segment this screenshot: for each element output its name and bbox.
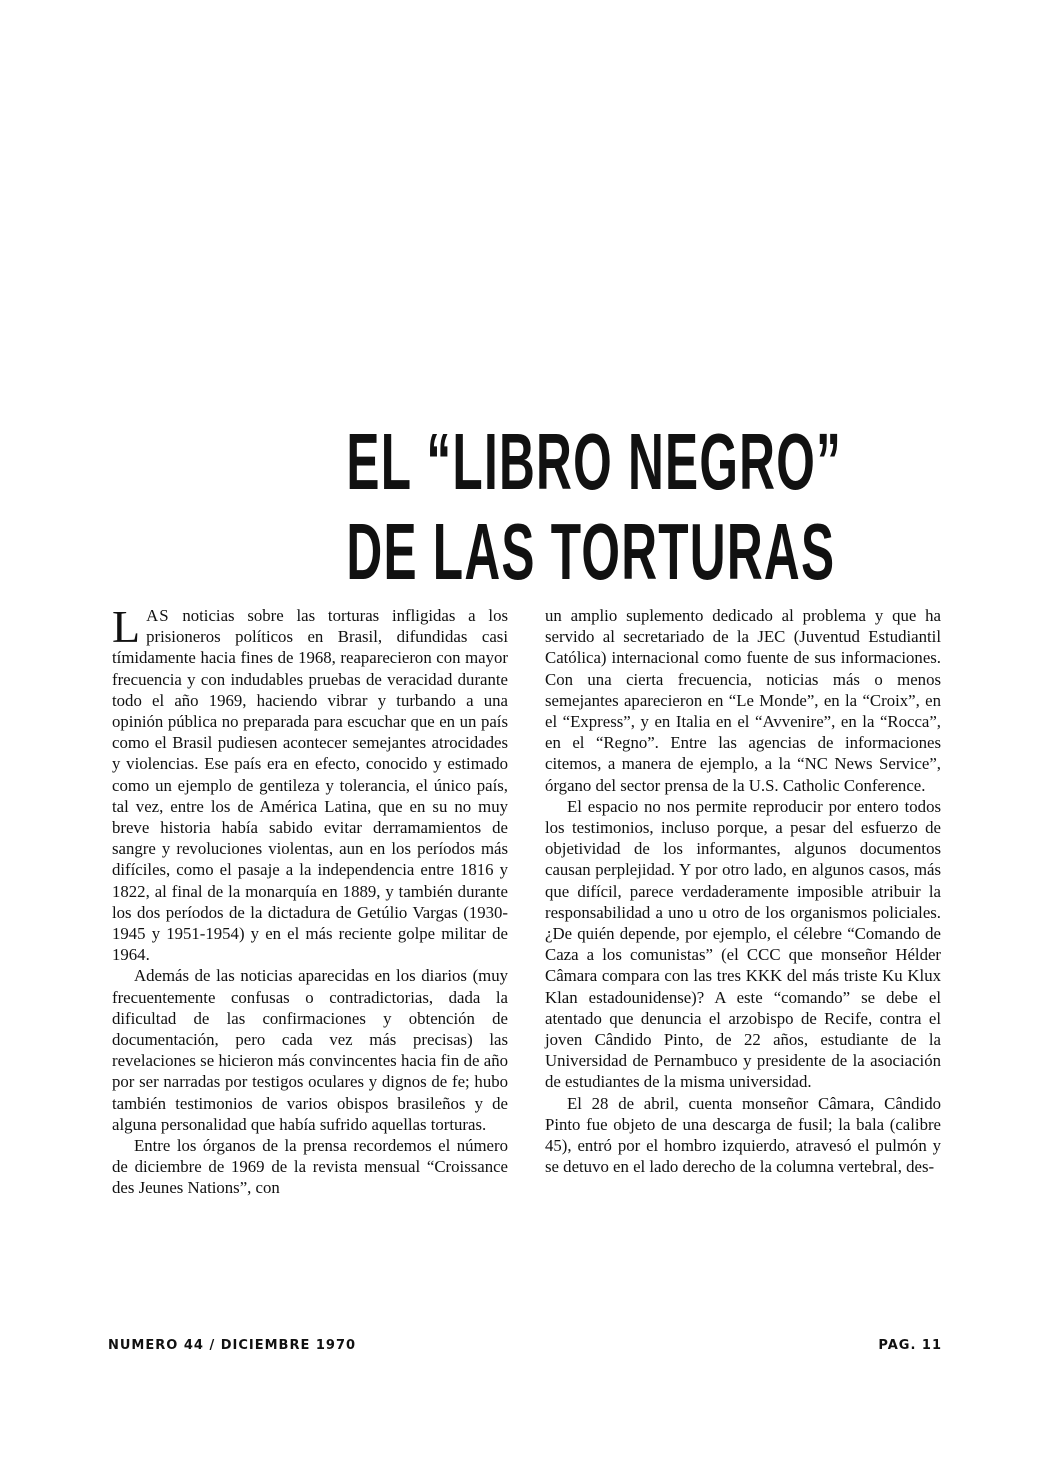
left-column <box>112 601 508 1199</box>
left-paragraph-1-text: noticias sobre las torturas infligidas a los prisioneros políticos en Brasil, difundidas casi tímidamente hacia fines de 1968, reaparecieron con mayor frecuencia y con indudables pruebas de veracidad durante todo el año 1969, haciendo vibrar y turbando a una opinión pública no preparada para escuchar que en un país como el Brasil pudiesen acontecer semejantes atrocidades y violencias. Ese país era en efecto, conocido y estimado como un ejemplo de gentileza y tolerancia, el único país, tal vez, entre los de América Latina, que en su no muy breve historia había sabido evitar derramamientos de sangre y revoluciones violentas, aun en los períodos más difíciles, como el pasaje a la independencia entre 1816 y 1822, al final de la monarquía en 1889, y también durante los dos períodos de la dictadura de Getúlio Vargas (1930-1945 y 1951-1954) y en el más reciente golpe militar de 1964. <box>112 606 508 965</box>
issue-label: NUMERO 44 / DICIEMBRE 1970 <box>108 1338 357 1353</box>
drop-cap: L <box>112 601 141 652</box>
page-number: PAG. 11 <box>878 1338 942 1353</box>
left-paragraph-3: Entre los órganos de la prensa recordemos el número de diciembre de 1969 de la revista mensual “Croissance des Jeunes Nations”, con <box>112 1136 508 1198</box>
right-paragraph-2: El espacio no nos permite reproducir por entero todos los testimonios, incluso porque, a pesar del esfuerzo de objetividad de los informantes, algunos documentos causan perplejidad. Y por otro lado, en algunos casos, más que difícil, parece verdaderamente imposible atribuir la responsabilidad a uno u otro de los organismos policiales. ¿De quién depende, por ejemplo, el célebre “Comando de Caza a los comunistas” (el CCC que monseñor Hélder Câmara compara con las tres KKK del más triste Ku Klux Klan estadounidense)? A este “comando” se debe el atentado que denuncia el arzobispo de Recife, contra el joven Cândido Pinto, de 22 años, estudiante de la Universidad de Pernambuco y presidente de la asociación de estudiantes de la misma universidad. <box>545 796 941 1092</box>
right-paragraph-1: un amplio suplemento dedicado al problema y que ha servido al secretariado de la JEC (Juventud Estudiantil Católica) internacional como fuente de sus informaciones. Con una cierta frecuencia, noticias más o menos semejantes aparecieron en “Le Monde”, en la “Croix”, en el “Express”, y en Italia en el “Avvenire”, en la “Rocca”, en el “Regno”. Entre las agencias de informaciones citemos, a manera de ejemplo, a la “NC News Service”, órgano del sector prensa de la U.S. Catholic Conference. <box>545 606 941 795</box>
article-title-line-2: DE LAS TORTURAS <box>346 507 836 596</box>
right-paragraph-3: El 28 de abril, cuenta monseñor Câmara, Cândido Pinto fue objeto de una descarga de fusil; la bala (calibre 45), entró por el hombro izquierdo, atravesó el pulmón y se detuvo en el lado derecho de la columna vertebral, des- <box>545 1093 941 1177</box>
left-paragraph-2: Además de las noticias aparecidas en los diarios (muy frecuentemente confusas o contradictorias, dada la dificultad de las confirmaciones y obtención de documentación, pero cada vez más precisas) las revelaciones se hicieron más convincentes hacia fin de año por ser narradas por testigos oculares y dignos de fe; hubo también testimonios de varios obispos brasileños y de alguna personalidad que había sufrido aquellas torturas. <box>112 966 508 1134</box>
right-column <box>545 605 941 1177</box>
left-paragraph-1 <box>112 601 508 965</box>
lead-caps: AS <box>146 606 170 625</box>
article-title-line-1: EL “LIBRO NEGRO” <box>346 417 843 506</box>
